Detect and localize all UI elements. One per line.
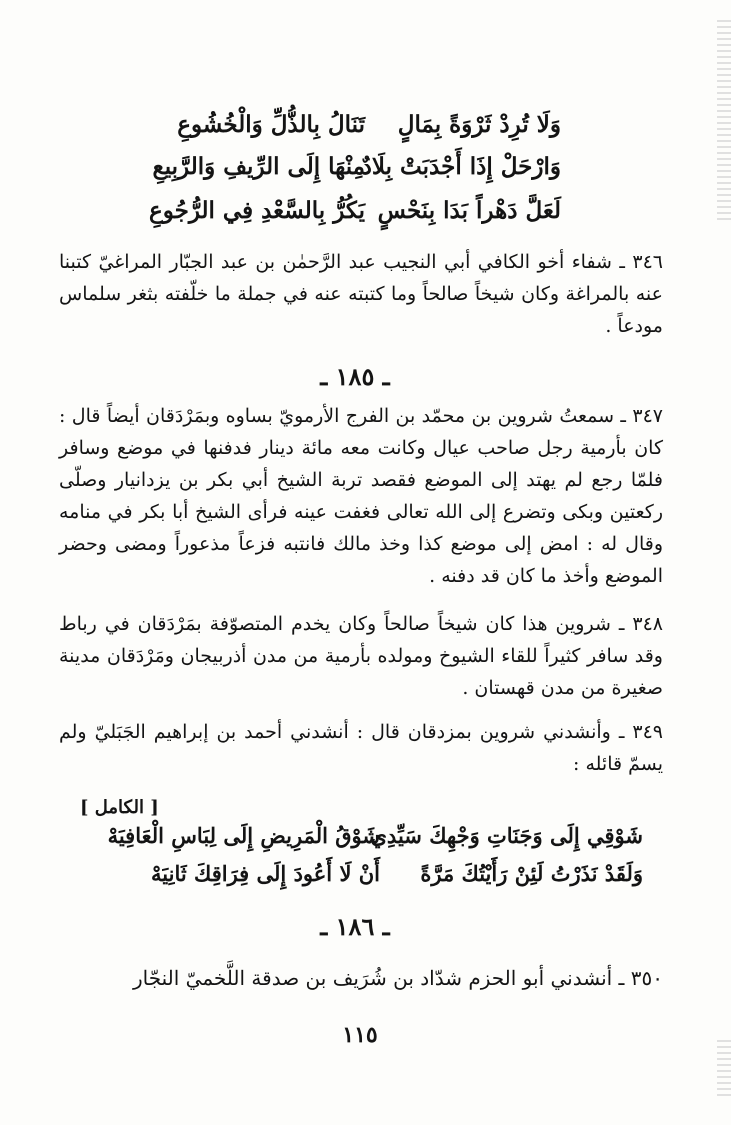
- poem2-verse1-second-hemistich: شَوْقُ الْمَرِيضِ إِلَى لِبَاسِ الْعَافِيَهْ: [107, 823, 380, 848]
- entry-349: ٣٤٩ ـ وأنشدني شروين بمزدقان قال : أنشدني أحمد بن إبراهيم الجَبَليّ ولم يسمّ قائله :: [59, 721, 663, 775]
- poem2-verse2-first-hemistich: وَلَقَدْ نَذَرْتُ لَئِنْ رَأَيْتُكَ مَرَّةً: [420, 861, 643, 886]
- meter-label: [ الكامل ]: [80, 797, 159, 818]
- poem1-verse1-first-hemistich: وَلَا تُرِدْ ثَرْوَةً بِمَالٍ: [397, 111, 561, 138]
- poem1-verse3-second-hemistich: يَكُرُّ بِالسَّعْدِ فِي الرُّجُوعِ: [149, 197, 365, 224]
- entry-350: ٣٥٠ ـ أنشدني أبو الحزم شدّاد بن شُرَيف بن صدقة اللَّخميّ النجّار: [132, 966, 663, 990]
- poem2-verse1-first-hemistich: شَوْقِي إِلَى وَجَنَاتِ وَجْهِكَ سَيِّدِي: [370, 823, 643, 848]
- scan-edge-artifact-bottom: [717, 1040, 731, 1100]
- section-heading-186: ـ ١٨٦ ـ: [320, 912, 390, 941]
- poem1-verse2-second-hemistich: مِنْهَا إِلَى الرِّيفِ وَالرَّبِيعِ: [152, 153, 365, 180]
- entry-347: ٣٤٧ ـ سمعتُ شروين بن محمّد بن الفرج الأرمويّ بساوه وبمَرْدَقان أيضاً قال : كان بأرمية رجل صاحب عيال وكانت معه مائة دينار فدفنها في موضع وسافر فلمّا رجع لم يهتد إلى الموضع فقصد تربة الشيخ أبي بكر بن يزدانيار وصلّى ركعتين وبكى وتضرع إلى الله تعالى فغفت عينه فرأى الشيخ أبا بكر في منامه وقال له : امض إلى موضع كذا وخذ مالك فانتبه فزعاً مذعوراً ومضى وحضر الموضع وأخذ ما كان قد دفنه .: [59, 405, 663, 587]
- entry-346: ٣٤٦ ـ شفاء أخو الكافي أبي النجيب عبد الرَّحمٰن بن عبد الجبّار المراغيّ كتبنا عنه بالمراغة وكان شيخاً صالحاً وما كتبته عنه في جملة ما خلّفته بثغر سلماس مودعاً .: [59, 251, 663, 337]
- scan-edge-artifact-top: [717, 20, 731, 220]
- poem1-verse2-first-hemistich: وَارْحَلْ إِذَا أَجْدَبَتْ بِلَادٌ: [361, 153, 561, 180]
- section-heading-185: ـ ١٨٥ ـ: [320, 362, 390, 391]
- poem1-verse3-first-hemistich: لَعَلَّ دَهْراً بَدَا بِنَحْسٍ: [377, 197, 561, 224]
- page-number: ١١٥: [342, 1022, 378, 1048]
- entry-348: ٣٤٨ ـ شروين هذا كان شيخاً صالحاً وكان يخدم المتصوّفة بمَرْدَقان في رباط وقد سافر كثيراً للقاء الشيوخ ومولده بأرمية من مدن أذربيجان ومَرْدَقان مدينة صغيرة من مدن قهستان .: [59, 613, 663, 699]
- poem2-verse2-second-hemistich: أَنْ لَا أَعُودَ إِلَى فِرَاقِكَ ثَانِيَهْ: [151, 861, 380, 886]
- poem1-verse1-second-hemistich: تَنَالُ بِالذُّلِّ وَالْخُشُوعِ: [177, 111, 365, 138]
